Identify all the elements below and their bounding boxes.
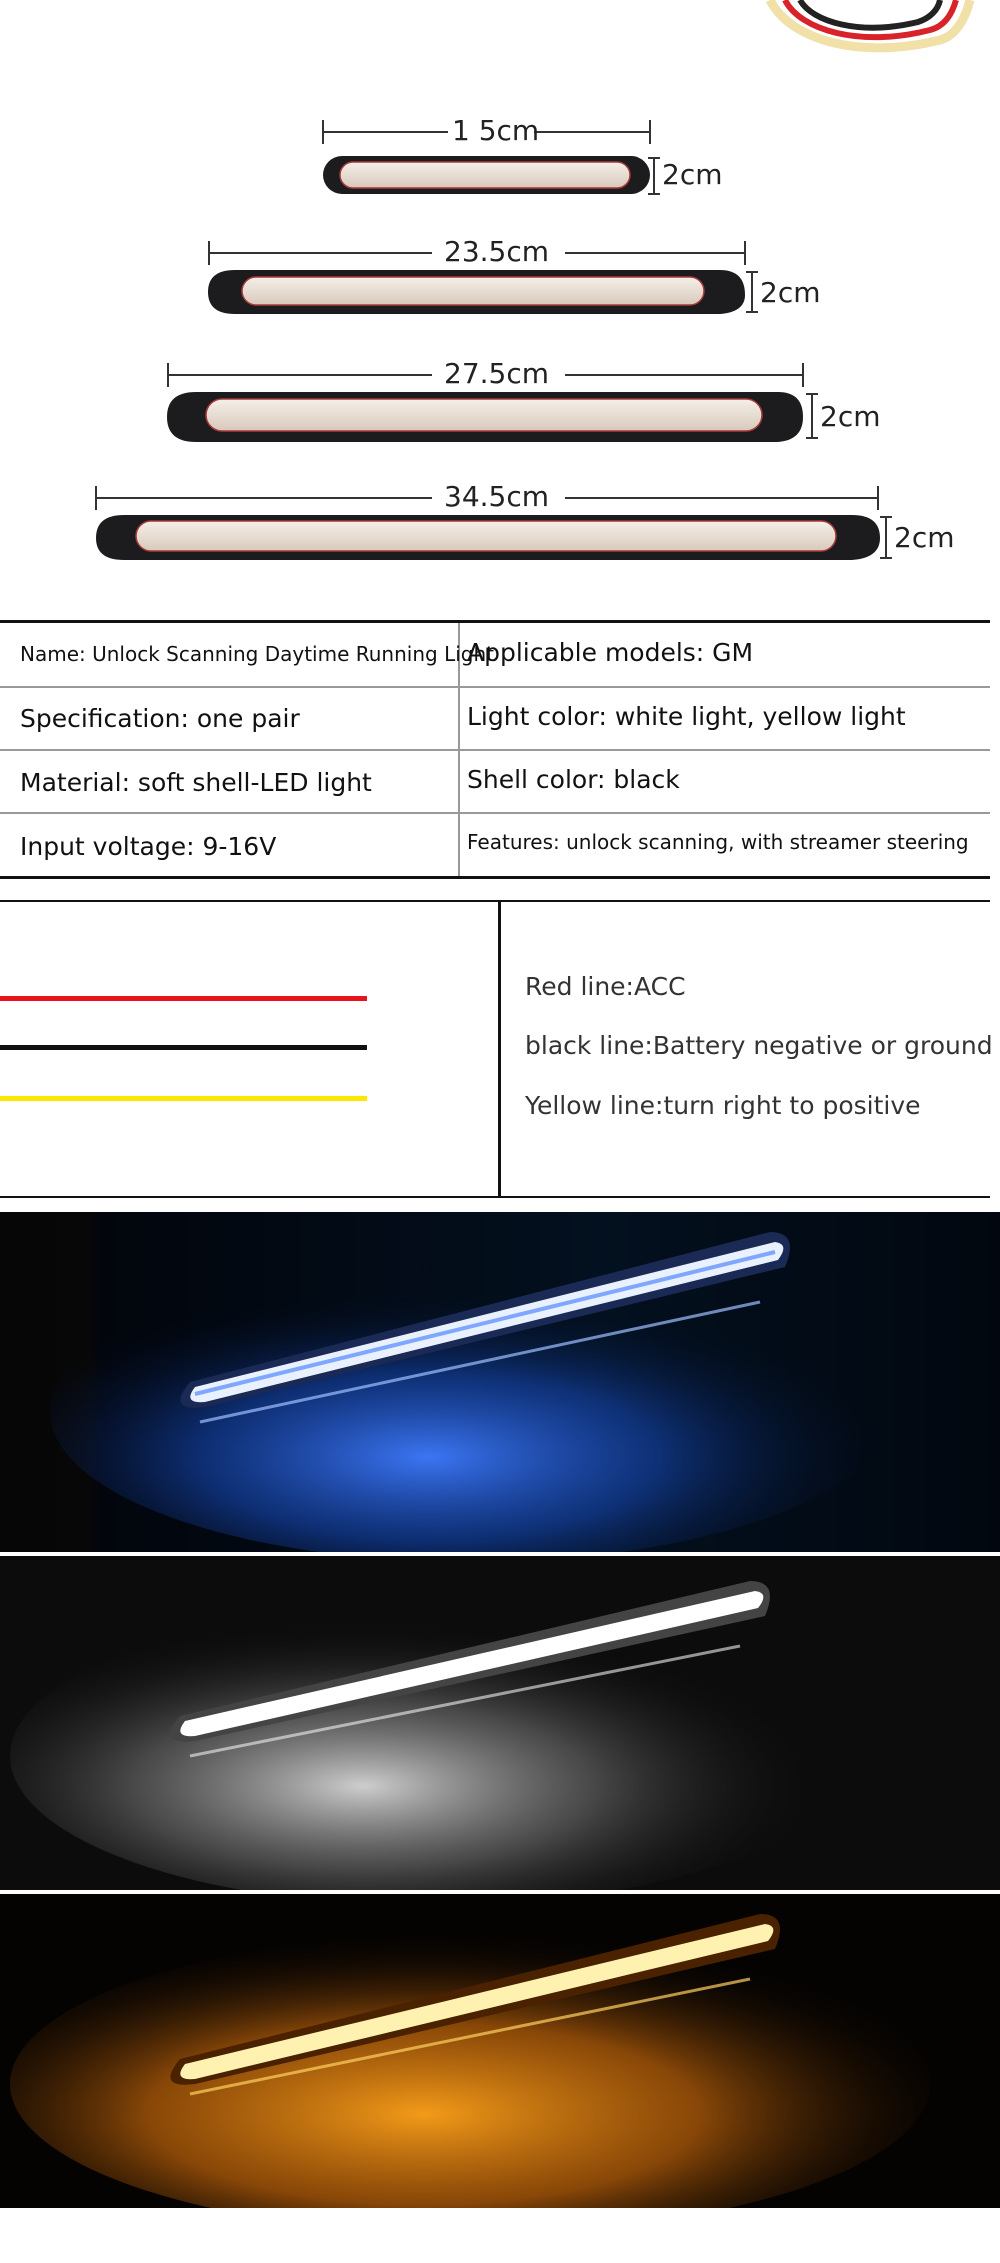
blue-light-photo (0, 1212, 1000, 1552)
spec-table (0, 620, 990, 880)
white-light-photo (0, 1556, 1000, 1890)
cable-image (740, 0, 980, 70)
length-label-4: 34.5cm (444, 480, 550, 513)
spec-light-color: Light color: white light, yellow light (467, 702, 906, 731)
spec-shell-color: Shell color: black (467, 765, 680, 794)
yellow-wire-line (0, 1096, 367, 1101)
spec-models: Applicable models: GM (467, 638, 754, 667)
spec-material: Material: soft shell-LED light (20, 768, 372, 797)
height-label-2: 2cm (760, 276, 821, 309)
spec-specification: Specification: one pair (20, 704, 300, 733)
black-wire-line (0, 1045, 367, 1050)
length-label-1: 1 5cm (452, 114, 540, 147)
wiring-section (0, 900, 993, 1198)
black-wire-label: black line:Battery negative or ground (525, 1031, 993, 1060)
amber-light-photo (0, 1894, 1000, 2208)
red-wire-label: Red line:ACC (525, 972, 686, 1001)
spec-features: Features: unlock scanning, with streamer steering (467, 830, 969, 854)
length-label-2: 23.5cm (444, 235, 550, 268)
height-label-1: 2cm (662, 158, 723, 191)
height-label-3: 2cm (820, 400, 881, 433)
dimension-section (0, 100, 1000, 570)
spec-name: Name: Unlock Scanning Daytime Running Light (20, 642, 494, 666)
red-wire-line (0, 996, 367, 1001)
yellow-wire-label: Yellow line:turn right to positive (525, 1091, 921, 1120)
height-label-4: 2cm (894, 521, 955, 554)
spec-voltage: Input voltage: 9-16V (20, 832, 277, 861)
length-label-3: 27.5cm (444, 357, 550, 390)
